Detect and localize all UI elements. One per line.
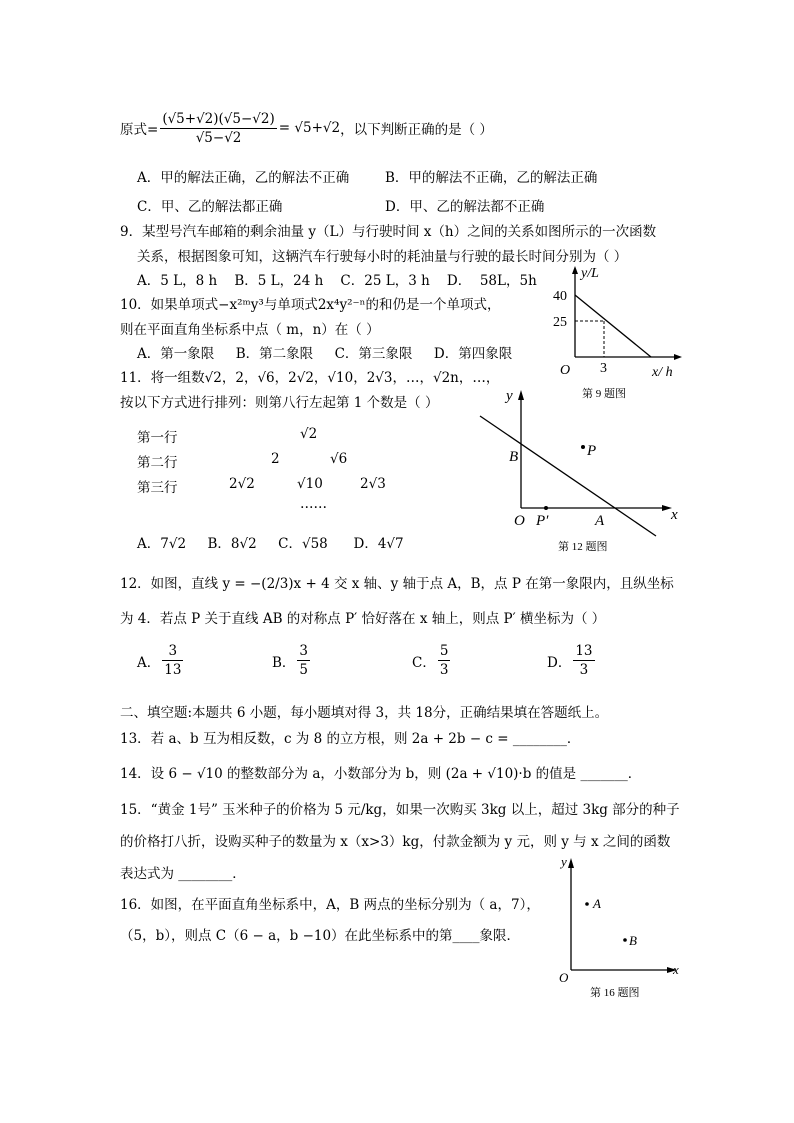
q12-option-d <box>547 642 597 679</box>
q11-row3-a: 2√2 <box>229 476 255 492</box>
section-2-heading: 二、填空题:本题共 6 小题，每小题填对得 3，共 18分，正确结果填在答题纸上。 <box>120 705 609 721</box>
q9-tick-40: 40 <box>553 289 567 304</box>
q8-numerator: (√5+√2)(√5−√2) <box>162 110 275 127</box>
q9-y-arrow <box>572 266 578 274</box>
q12-option-d-label: D． <box>547 654 572 671</box>
q15-line1: 15．“黄金 1号” 玉米种子的价格为 5 元/kg，如果一次购买 3kg 以上，超过 3kg 部分的种子 <box>120 802 680 818</box>
q12-line2: 为 4．若点 P 关于直线 AB 的对称点 P′ 恰好落在 x 轴上，则点 P′ 横坐标为（ ） <box>120 611 606 627</box>
q8-prefix: 原式= <box>120 122 159 138</box>
q12-origin: O <box>514 513 525 529</box>
q16-point-a <box>585 902 589 906</box>
q11-row3-b: √10 <box>297 476 323 492</box>
q12-option-b-den: 5 <box>299 662 309 678</box>
q12-line-ab <box>480 416 656 536</box>
q11-row1-label: 第一行 <box>137 430 178 446</box>
q12-label-p: P <box>587 443 597 459</box>
q8-formula <box>120 106 493 150</box>
q11-row2-b: √6 <box>330 451 348 467</box>
q9-line1: 9．某型号汽车邮箱的剩余油量 y（L）与行驶时间 x（h）之间的关系如图所示的一次函数 <box>120 224 657 240</box>
q10-options: A．第一象限 B．第二象限 C．第三象限 D．第四象限 <box>137 346 513 362</box>
q12-option-b-frac <box>297 642 310 679</box>
q13: 13．若 a、b 互为相反数，c 为 8 的立方根，则 2a + 2b − c = ________． <box>120 731 581 747</box>
q12-option-c <box>412 642 452 679</box>
q12-label-a: A <box>595 513 605 529</box>
q12-option-a-den: 13 <box>164 662 182 678</box>
q12-option-a-label: A． <box>137 654 161 671</box>
q12-option-b-label: B． <box>272 654 296 671</box>
q16-line2: （5，b），则点 C（6 − a，b −10）在此坐标系中的第____象限． <box>120 928 521 944</box>
q8-fraction <box>160 110 276 147</box>
q12-y-arrow <box>518 390 524 400</box>
q8-denominator: √5−√2 <box>195 129 242 146</box>
q12-point-p <box>581 445 585 449</box>
q12-x-label: x <box>671 507 678 523</box>
q9-x-arrow <box>674 354 682 360</box>
q16-label-a: A <box>593 896 601 911</box>
q9-origin: O <box>560 363 571 378</box>
q12-graph <box>470 384 690 556</box>
q8-option-d: D．甲、乙的解法都不正确 <box>385 199 545 215</box>
q9-x-label: x/ h <box>652 365 673 380</box>
q11-row3-label: 第三行 <box>137 480 178 496</box>
q12-option-c-frac <box>438 642 451 679</box>
q9-tick-25: 25 <box>553 315 567 330</box>
q12-option-a-frac <box>162 642 183 679</box>
q9-function-line <box>575 295 651 357</box>
q12-option-b-num: 3 <box>299 643 309 659</box>
q8-rhs: = √5+√2 <box>278 120 341 136</box>
q12-point-p-prime <box>544 506 548 510</box>
q8-suffix: ，以下判断正确的是（ ） <box>340 122 493 138</box>
q9-options: A．5 L，8 h B．5 L，24 h C．25 L，3 h D． 58L，5h <box>137 273 537 289</box>
q11-line1: 11．将一组数√2，2，√6，2√2，√10，2√3，…，√2n，…， <box>120 370 500 386</box>
q16-y-arrow <box>568 858 574 868</box>
q9-y-label: y/L <box>581 266 599 281</box>
q11-row2-label: 第二行 <box>137 455 178 471</box>
q16-label-b: B <box>629 933 637 948</box>
q12-option-c-num: 5 <box>439 643 449 659</box>
q16-caption: 第 16 题图 <box>590 987 640 999</box>
q16-graph <box>552 852 692 1002</box>
q12-line1: 12．如图，直线 y = −(2/3)x + 4 交 x 轴、y 轴于点 A，B，点 P 在第一象限内，且纵坐标 <box>120 576 674 592</box>
q12-label-b: B <box>509 449 519 465</box>
q16-point-b <box>623 938 627 942</box>
q9-line2: 关系，根据图象可知，这辆汽车行驶每小时的耗油量与行驶的最长时间分别为（ ） <box>137 249 628 265</box>
q8-option-b: B．甲的解法不正确，乙的解法正确 <box>385 170 598 186</box>
q12-option-c-den: 3 <box>439 662 449 678</box>
q12-option-c-label: C． <box>412 654 436 671</box>
q9-tick-3: 3 <box>600 361 607 376</box>
q10-line1: 10．如果单项式−x²ᵐy³与单项式2x⁴y²⁻ⁿ的和仍是一个单项式， <box>120 297 501 313</box>
q11-row2-a: 2 <box>271 451 280 467</box>
q12-option-d-den: 3 <box>579 662 589 678</box>
q12-caption: 第 12 题图 <box>558 541 608 553</box>
q12-option-d-frac <box>573 642 594 679</box>
q11-line2: 按以下方式进行排列：则第八行左起第 1 个数是（ ） <box>120 395 439 411</box>
q14: 14．设 6 − √10 的整数部分为 a，小数部分为 b，则 (2a + √10)·b 的值是 _______． <box>120 766 642 782</box>
q8-option-c: C．甲、乙的解法都正确 <box>137 199 283 215</box>
q10-line2: 则在平面直角坐标系中点（ m，n）在（ ） <box>120 322 380 338</box>
q11-row3-c: 2√3 <box>360 476 386 492</box>
q16-y-label: y <box>561 854 567 869</box>
q12-option-d-num: 13 <box>575 643 593 659</box>
q9-graph <box>548 262 688 402</box>
q11-row1-value: √2 <box>300 426 318 442</box>
q12-y-label: y <box>506 388 513 404</box>
q12-option-a-num: 3 <box>162 642 183 661</box>
q12-option-a <box>137 642 185 679</box>
q12-label-p-prime: P′ <box>536 513 549 529</box>
q16-line1: 16．如图，在平面直角坐标系中，A，B 两点的坐标分别为（ a，7）， <box>120 897 540 913</box>
q16-origin: O <box>559 970 569 985</box>
q8-option-a: A．甲的解法正确，乙的解法不正确 <box>137 170 350 186</box>
q15-line3: 表达式为 ________． <box>120 866 246 882</box>
q12-option-b <box>272 642 312 679</box>
q15-line2: 的价格打八折，设购买种子的数量为 x（x>3）kg，付款金额为 y 元，则 y 与 x 之间的函数 <box>120 834 671 850</box>
q11-options: A．7√2 B．8√2 C．√58 D．4√7 <box>137 536 404 552</box>
q9-caption: 第 9 题图 <box>582 388 626 400</box>
q11-dots: …… <box>300 496 327 512</box>
q16-x-label: x <box>673 962 679 977</box>
